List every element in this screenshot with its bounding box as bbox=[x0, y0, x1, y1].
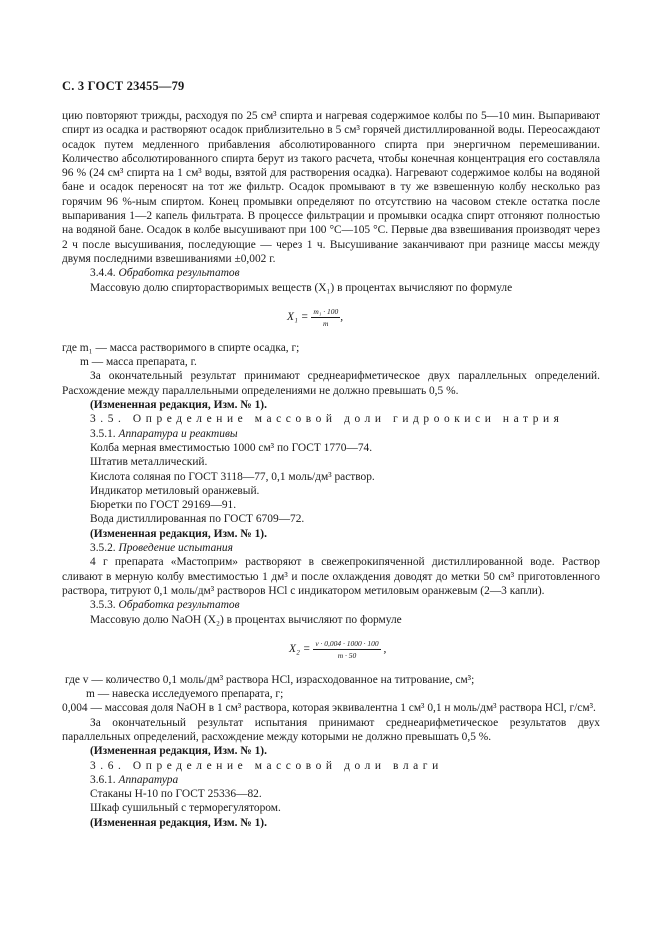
formula-x1 bbox=[62, 295, 600, 341]
list-item-apparatus: Стаканы Н-10 по ГОСТ 25336—82. bbox=[90, 788, 262, 801]
section-heading-3-5-3: 3.5.3. Обработка результатов bbox=[90, 599, 240, 612]
section-heading-3-5-1: 3.5.1. Аппаратура и реактивы bbox=[90, 427, 238, 440]
formula-x2-denominator: m · 50 bbox=[337, 650, 357, 660]
edit-note-4: (Измененная редакция, Изм. № 1). bbox=[90, 816, 267, 829]
section-heading-3-6: 3.6. Определение массовой доли влаги bbox=[90, 759, 443, 772]
paragraph-result-x2: За окончательный результат испытания принимают среднеарифметическое результатов двух параллельных определений, расхождение между которыми не должно превышать 0,5 %. bbox=[62, 716, 600, 743]
formula-x1-denominator: m bbox=[323, 318, 329, 328]
formula-x2-numerator: v · 0,004 · 1000 · 100 bbox=[315, 638, 379, 648]
document-body bbox=[62, 109, 600, 830]
formula-x1-lhs: X₁ = bbox=[287, 310, 309, 323]
edit-note-3: (Измененная редакция, Изм. № 1). bbox=[90, 745, 267, 758]
formula-x1-numerator: m₁ · 100 bbox=[313, 306, 339, 316]
formula-intro-x2: Массовую долю NaOH (X₂) в процентах вычисляют по формуле bbox=[90, 613, 402, 626]
paragraph-extraction-procedure: цию повторяют трижды, расходуя по 25 см³ спирта и нагревая содержимое колбы по 5—10 мин. Выпаривают спирт из осадка и растворяют осадок приблизительно в 5 см³ горячей дистиллированной воды. Переосаждают осадок путем медленного прибавления абсолютированного спирта при энергичном перемешивании. Количество абсолютированного спирта берут из такого расчета, чтобы конечная концентрация его составляла 96 % (24 см³ спирта на 1 см³ воды, взятой для растворения осадка). Нагревают содержимое колбы на водяной бане и осадок переносят на тот же фильтр. Осадок промывают в ту же взвешенную колбу несколько раз горячим 96 %-ным спиртом. Конец промывки определяют по отсутствию на часовом стекле остатка после выпаривания 1—2 капель фильтрата. В процессе фильтрации и промывки осадка спирт отгоняют полностью на водяной бане. Осадок в колбе высушивают при 100 °С—105 °С. Первые два взвешивания производят через 2 ч после высушивания, последующие — через 1 ч. Высушивание заканчивают при разнице массы между двумя последними взвешиваниями ±0,002 г. bbox=[62, 110, 600, 265]
list-item-equipment: Вода дистиллированная по ГОСТ 6709—72. bbox=[90, 513, 305, 526]
page-header: С. 3 ГОСТ 23455—79 bbox=[62, 79, 185, 93]
formula-intro-x1: Массовую долю спирторастворимых веществ (X₁) в процентах вычисляют по формуле bbox=[90, 281, 513, 294]
paragraph-test-procedure: 4 г препарата «Мастоприм» растворяют в свежепрокипяченной дистиллированной воде. Раствор сливают в мерную колбу вместимостью 1 дм³ и после охлаждения доводят до метки 50 см³ приготовленного раствора, титруют 0,1 моль/дм³ растворов HCl с индикатором метиловым оранжевым (2—3 капли). bbox=[62, 556, 600, 597]
formula-x2-where-m: m — навеска исследуемого препарата, г; bbox=[86, 688, 284, 701]
formula-x2-tail: , bbox=[383, 642, 387, 655]
list-item-equipment: Индикатор метиловый оранжевый. bbox=[90, 484, 260, 497]
formula-x1-where-m: m — масса препарата, г. bbox=[80, 356, 197, 369]
formula-x1-fraction bbox=[311, 307, 340, 328]
section-heading-3-5-2: 3.5.2. Проведение испытания bbox=[90, 542, 233, 555]
formula-x1-where-m1: где m₁ — масса растворимого в спирте осадка, г; bbox=[62, 341, 300, 354]
section-heading-3-4-4: 3.4.4. Обработка результатов bbox=[90, 267, 240, 280]
formula-x2-fraction bbox=[313, 639, 380, 660]
formula-x2-where-coef: 0,004 — массовая доля NaOH в 1 см³ раствора, которая эквивалентна 1 см³ 0,1 н моль/дм³ раствора HCl, г/см³. bbox=[62, 702, 596, 715]
formula-x2 bbox=[62, 627, 600, 673]
section-heading-3-5: 3.5. Определение массовой доли гидроокиси натрия bbox=[90, 413, 564, 426]
edit-note-1: (Измененная редакция, Изм. № 1). bbox=[90, 399, 267, 412]
section-heading-3-6-1: 3.6.1. Аппаратура bbox=[90, 773, 179, 786]
list-item-equipment: Бюретки по ГОСТ 29169—91. bbox=[90, 499, 237, 512]
formula-x2-lhs: X₂ = bbox=[289, 642, 311, 655]
formula-x2-where-v: где v — количество 0,1 моль/дм³ раствора HCl, израсходованное на титрование, см³; bbox=[65, 673, 475, 686]
edit-note-2: (Измененная редакция, Изм. № 1). bbox=[90, 527, 267, 540]
formula-x1-tail: , bbox=[340, 310, 344, 323]
list-item-equipment: Колба мерная вместимостью 1000 см³ по ГОСТ 1770—74. bbox=[90, 441, 373, 454]
paragraph-result-x1: За окончательный результат принимают среднеарифметическое двух параллельных определений. Расхождение между параллельными определениями не должно превышать 0,5 %. bbox=[62, 370, 600, 397]
list-item-apparatus: Шкаф сушильный с терморегулятором. bbox=[90, 802, 281, 815]
list-item-equipment: Штатив металлический. bbox=[90, 456, 208, 469]
list-item-equipment: Кислота соляная по ГОСТ 3118—77, 0,1 моль/дм³ раствор. bbox=[90, 470, 375, 483]
